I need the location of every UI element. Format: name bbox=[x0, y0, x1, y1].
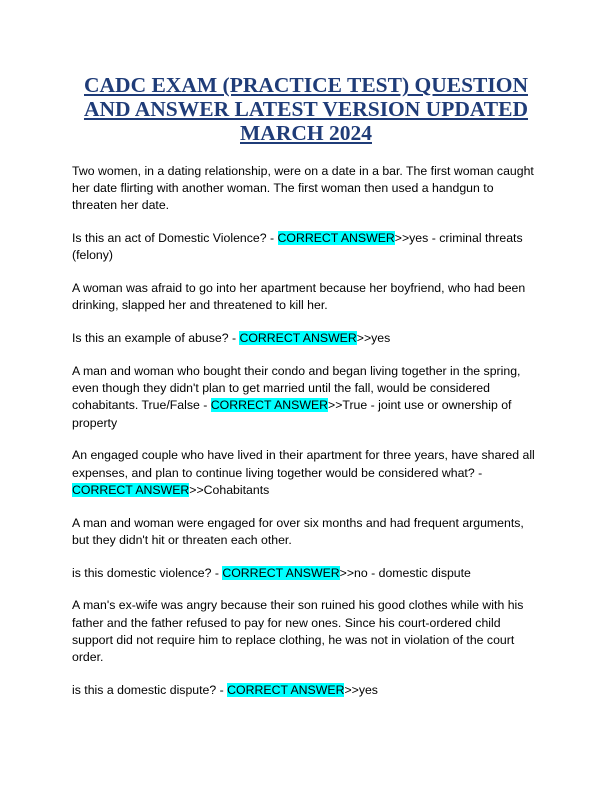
correct-answer-label: CORRECT ANSWER bbox=[210, 398, 329, 413]
scenario-paragraph: A man and woman were engaged for over six months and had frequent arguments, but they didn't hit or threaten each other. bbox=[72, 515, 524, 547]
question-text: An engaged couple who have lived in their apartment for three years, have shared all expenses, and plan to continue living together would be considered what? - bbox=[72, 448, 535, 480]
correct-answer-label: CORRECT ANSWER bbox=[227, 682, 345, 697]
answer-text: >>True - joint use or ownership of property bbox=[72, 398, 512, 430]
document-body bbox=[72, 163, 542, 715]
question-paragraph bbox=[72, 363, 542, 432]
scenario-paragraph: Two women, in a dating relationship, were on a date in a bar. The first woman caught her date flirting with another woman. The first woman then used a handgun to threaten her date. bbox=[72, 164, 534, 213]
question-paragraph bbox=[72, 565, 542, 582]
answer-text: >>Cohabitants bbox=[189, 482, 270, 497]
question-text: is this a domestic dispute? - bbox=[72, 682, 228, 697]
document-title: CADC EXAM (PRACTICE TEST) QUESTION AND ANSWER LATEST VERSION UPDATED MARCH 2024 bbox=[83, 73, 529, 145]
question-text: A man and woman who bought their condo and began living together in the spring, even though they didn't plan to get married until the fall, would be considered cohabitants. True/False - bbox=[72, 364, 521, 413]
correct-answer-label: CORRECT ANSWER bbox=[72, 482, 190, 497]
correct-answer-label: CORRECT ANSWER bbox=[222, 565, 340, 580]
question-paragraph bbox=[72, 682, 542, 699]
question-paragraph bbox=[72, 447, 542, 499]
question-paragraph bbox=[72, 330, 542, 347]
question-text: Is this an act of Domestic Violence? - bbox=[72, 231, 278, 246]
correct-answer-label: CORRECT ANSWER bbox=[277, 231, 395, 246]
scenario-paragraph: A man's ex-wife was angry because their son ruined his good clothes while with his father and the father refused to pay for new ones. Since his court-ordered child support did not require him to replace clothing, he was not in violation of the court order. bbox=[72, 598, 524, 665]
question-text: is this domestic violence? - bbox=[72, 565, 223, 580]
scenario-paragraph: A woman was afraid to go into her apartment because her boyfriend, who had been drinking, slapped her and threatened to kill her. bbox=[72, 281, 526, 313]
answer-text: >>no - domestic dispute bbox=[339, 565, 471, 580]
correct-answer-label: CORRECT ANSWER bbox=[239, 331, 357, 346]
answer-text: >>yes - criminal threats (felony) bbox=[72, 231, 523, 263]
question-text: Is this an example of abuse? - bbox=[72, 331, 240, 346]
answer-text: >>yes bbox=[344, 682, 378, 697]
question-paragraph bbox=[72, 230, 542, 264]
answer-text: >>yes bbox=[356, 331, 391, 346]
